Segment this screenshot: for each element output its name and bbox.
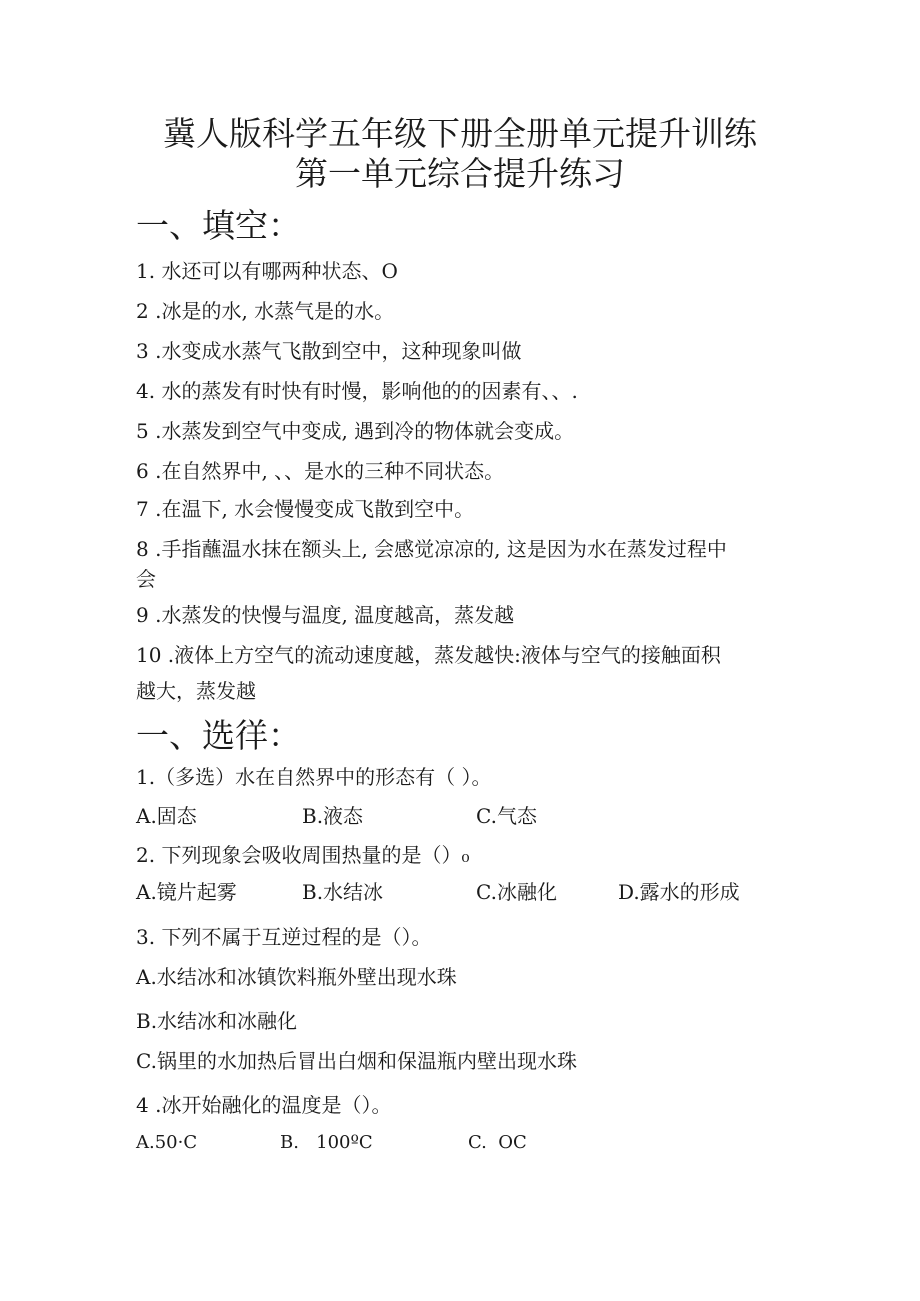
item-text: .冰是的水, 水蒸气是的水。 [148,299,395,323]
item-number: 6 [136,459,149,483]
item-text: .水蒸发到空气中变成, 遇到冷的物体就会变成。 [148,419,575,443]
item-number: 7 [136,497,149,521]
question-text: . 下列不属于互逆过程的是（）。 [148,925,432,949]
item-text: .在自然界中, 、、是水的三种不同状态。 [148,459,505,483]
item-text: .在温下, 水会慢慢变成飞散到空中。 [148,497,475,521]
section-heading-fill: 一、填空： [136,206,301,245]
option: A.固态 [136,804,197,828]
item-text: . 水的蒸发有时快有时慢，影响他的的因素有、、. [148,379,578,403]
option: B. 100ºC [280,1132,373,1153]
fill-item [136,534,727,564]
item-number: 3 [136,339,149,363]
fill-item [136,376,578,406]
item-number: 1 [136,259,149,283]
option: D.露水的形成 [618,880,740,904]
fill-item [136,336,521,366]
question [136,1090,391,1120]
fill-item [136,640,721,670]
document-title: 冀人版科学五年级下册全册单元提升训练 [163,114,757,153]
item-text: .水蒸发的快慢与温度, 温度越高，蒸发越 [148,603,515,627]
fill-item [136,494,474,524]
item-text: .手指蘸温水抹在额头上, 会感觉凉凉的, 这是因为水在蒸发过程中 [148,537,727,561]
fill-item [136,296,394,326]
item-number: 4 [136,379,149,403]
item-number: 5 [136,419,149,443]
question-text: .（多选）水在自然界中的形态有（ ）。 [148,765,492,789]
question-number: 3 [136,925,149,949]
question-number: 4 [136,1093,149,1117]
fill-item [136,456,504,486]
option: A.水结冰和冰镇饮料瓶外壁出现水珠 [136,965,457,989]
fill-item [136,256,398,286]
item-text: . 水还可以有哪两种状态、O [148,259,398,283]
item-number: 2 [136,299,149,323]
question-number: 2 [136,843,149,867]
option: C.锅里的水加热后冒出白烟和保温瓶内壁出现水珠 [136,1049,577,1073]
question-number: 1 [136,765,149,789]
item-number: 9 [136,603,149,627]
item-number: 8 [136,537,149,561]
item-text: .水变成水蒸气飞散到空中，这种现象叫做 [148,339,522,363]
item-text: .液体上方空气的流动速度越，蒸发越快:液体与空气的接触面积 [161,643,721,667]
fill-item-continuation: 越大，蒸发越 [136,679,256,703]
option: A.50·C [136,1132,198,1153]
fill-item [136,600,514,630]
option: B.液态 [302,804,364,828]
option: B.水结冰和冰融化 [136,1009,298,1033]
item-number: 10 [136,643,162,667]
question [136,840,469,870]
fill-item-continuation: 会 [136,567,156,591]
option: B.水结冰 [302,880,384,904]
option: A.镜片起雾 [136,880,237,904]
question-text: .冰开始融化的温度是（）。 [148,1093,392,1117]
option: C.气态 [476,804,537,828]
question [136,762,491,792]
option: C.冰融化 [476,880,557,904]
option: C. OC [468,1132,527,1153]
question-text: . 下列现象会吸收周围热量的是（）₀ [148,843,470,867]
section-heading-choice: 一、选徉： [136,716,301,755]
document-subtitle: 第一单元综合提升练习 [295,154,625,193]
fill-item [136,416,574,446]
question [136,922,431,952]
